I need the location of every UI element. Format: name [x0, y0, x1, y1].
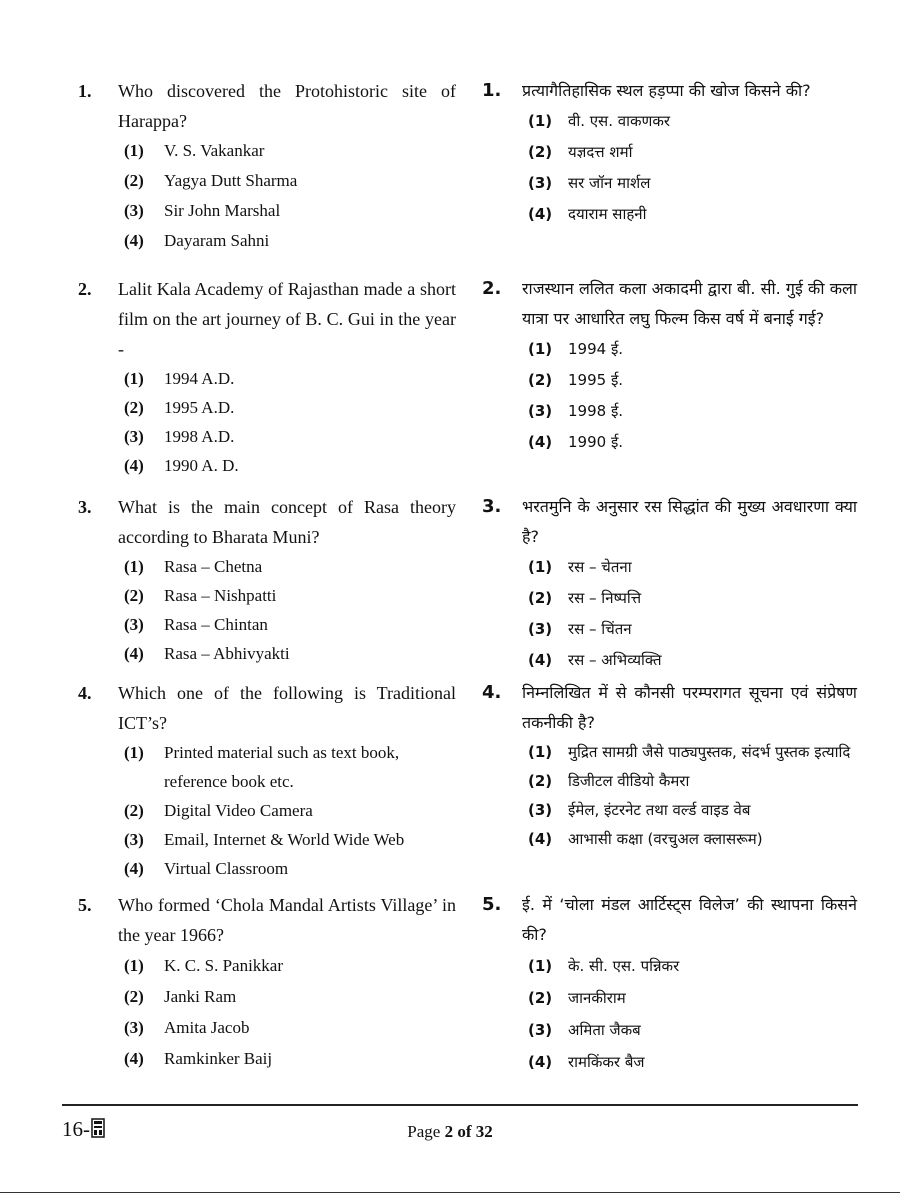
option: (4) रामकिंकर बैज: [528, 1053, 645, 1071]
option: (3) Email, Internet & World Wide Web: [124, 830, 405, 849]
option: (1) V. S. Vakankar: [124, 141, 265, 160]
option: (1) 1994 ई.: [528, 340, 624, 358]
option: (3) Rasa – Chintan: [124, 615, 268, 634]
option: (1) वी. एस. वाकणकर: [528, 112, 670, 130]
total-pages: 32: [475, 1122, 493, 1141]
hindi-column: [482, 76, 857, 1078]
option: (3) 1998 ई.: [528, 402, 624, 420]
question-number: 1.: [78, 81, 92, 101]
question-number: 5.: [482, 894, 502, 915]
option: (4) 1990 ई.: [528, 433, 624, 451]
option: (2) डिजीटल वीडियो कैमरा: [528, 772, 690, 790]
option: (4) Virtual Classroom: [124, 859, 289, 878]
question-number: 2.: [482, 278, 502, 299]
question: [482, 76, 857, 274]
question-number: 5.: [78, 895, 92, 915]
option: (2) Digital Video Camera: [124, 801, 313, 820]
question-text: भरतमुनि के अनुसार रस सिद्धांत की मुख्य अवधारणा क्या है?: [522, 497, 857, 546]
question-number: 3.: [482, 496, 502, 517]
question-number: 3.: [78, 497, 92, 517]
page-edge-line: [0, 1192, 900, 1193]
option: (2) Rasa – Nishpatti: [124, 586, 277, 605]
option: (1) मुद्रित सामग्री जैसे पाठ्यपुस्तक, संदर्भ पुस्तक इत्यादि: [528, 743, 851, 761]
option: (2) Yagya Dutt Sharma: [124, 171, 298, 190]
booklet-code-text: 16-: [62, 1117, 90, 1141]
option: (3) 1998 A.D.: [124, 427, 235, 446]
question-text: निम्नलिखित में से कौनसी परम्परागत सूचना एवं संप्रेषण तकनीकी है?: [522, 683, 857, 732]
option: (3) Amita Jacob: [124, 1018, 250, 1037]
option: (2) 1995 ई.: [528, 371, 624, 389]
option: (4) Dayaram Sahni: [124, 231, 270, 250]
footer-divider: [62, 1104, 858, 1106]
question: [482, 678, 857, 890]
option: (1) Printed material such as text book, reference book etc.: [124, 743, 400, 791]
question-number: 2.: [78, 279, 92, 299]
question-text: Who discovered the Protohistoric site of Harappa?: [118, 81, 456, 131]
question-text: ई. में ‘चोला मंडल आर्टिस्ट्स विलेज’ की स्थापना किसने की?: [522, 895, 857, 944]
option: (4) रस – अभिव्यक्ति: [528, 651, 662, 669]
question-number: 4.: [78, 683, 92, 703]
question: [78, 678, 456, 890]
question: [482, 492, 857, 678]
current-page: 2: [444, 1122, 454, 1141]
option: (3) रस – चिंतन: [528, 620, 632, 638]
option: (3) अमिता जैकब: [528, 1021, 641, 1039]
option: (1) 1994 A.D.: [124, 369, 235, 388]
question-text: राजस्थान ललित कला अकादमी द्वारा बी. सी. गुई की कला यात्रा पर आधारित लघु फिल्म किस वर्ष में बनाई गई?: [522, 279, 857, 328]
option: (2) जानकीराम: [528, 989, 626, 1007]
option: (1) रस – चेतना: [528, 558, 632, 576]
option: (4) दयाराम साहनी: [528, 205, 647, 223]
question-number: 4.: [482, 682, 502, 703]
option: (1) Rasa – Chetna: [124, 557, 263, 576]
question-text: Which one of the following is Traditional ICT’s?: [118, 683, 456, 733]
english-column: [78, 76, 456, 1074]
question: [78, 890, 456, 1074]
question-number: 1.: [482, 80, 502, 101]
question-text: Who formed ‘Chola Mandal Artists Village’ in the year 1966?: [118, 895, 456, 945]
option: (3) Sir John Marshal: [124, 201, 281, 220]
option: (4) आभासी कक्षा (वरचुअल क्लासरूम): [528, 830, 763, 848]
question-text: Lalit Kala Academy of Rajasthan made a short film on the art journey of B. C. Gui in the year -: [118, 279, 456, 359]
question-text: What is the main concept of Rasa theory according to Bharata Muni?: [118, 497, 456, 547]
question-text: प्रत्यागैतिहासिक स्थल हड़प्पा की खोज किसने की?: [522, 81, 811, 100]
option: (3) ईमेल, इंटरनेट तथा वर्ल्ड वाइड वेब: [528, 801, 751, 819]
question: [78, 76, 456, 274]
page-number: Page 2 of 32: [407, 1122, 493, 1141]
question: [78, 492, 456, 678]
option: (2) रस – निष्पत्ति: [528, 589, 642, 607]
option: (4) Ramkinker Baij: [124, 1049, 273, 1068]
question: [482, 890, 857, 1078]
option: (1) के. सी. एस. पन्निकर: [528, 957, 680, 975]
option: (2) Janki Ram: [124, 987, 237, 1006]
question: [78, 274, 456, 492]
option: (2) 1995 A.D.: [124, 398, 235, 417]
option: (3) सर जॉन मार्शल: [528, 174, 651, 192]
option: (1) K. C. S. Panikkar: [124, 956, 283, 975]
question: [482, 274, 857, 492]
option: (2) यज्ञदत्त शर्मा: [528, 143, 633, 161]
option: (4) Rasa – Abhivyakti: [124, 644, 290, 663]
option: (4) 1990 A. D.: [124, 456, 239, 475]
